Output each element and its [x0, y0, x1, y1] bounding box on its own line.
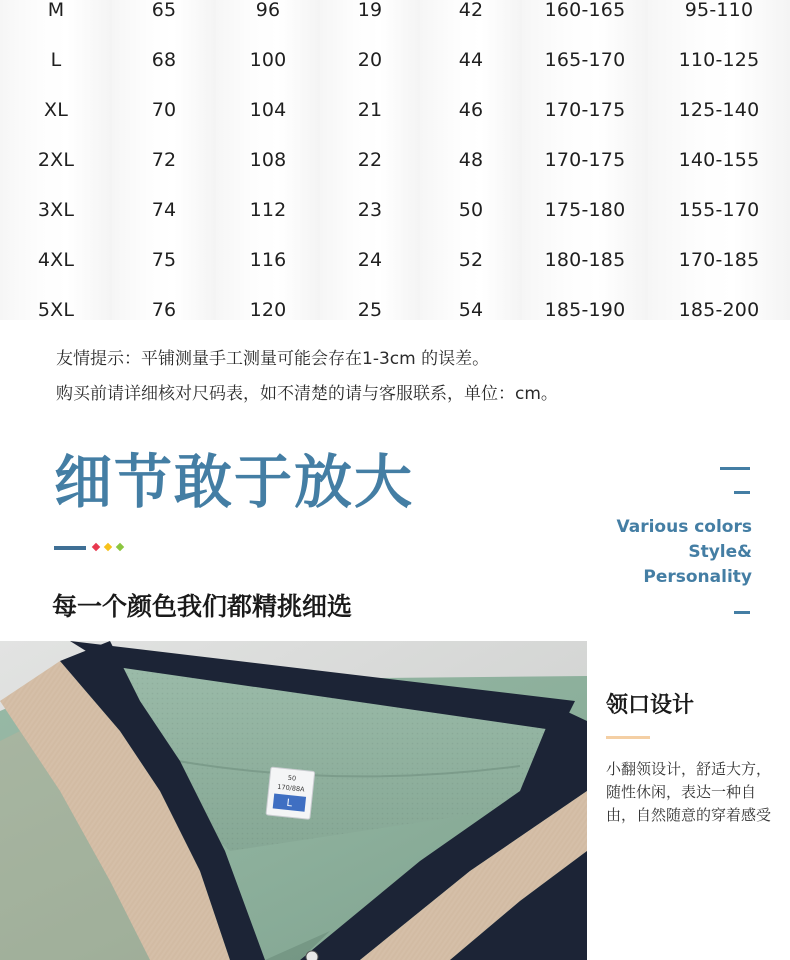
- tagline-line-2: Style&: [688, 542, 752, 562]
- section-title: 细节敢于放大: [54, 448, 415, 516]
- size-table-cell: 42: [458, 0, 484, 21]
- size-table-cell: 180-185: [544, 249, 626, 271]
- tagline: [617, 515, 753, 590]
- size-table-cell: 125-140: [678, 99, 760, 121]
- yellow-dot-icon: [104, 543, 112, 551]
- size-table-cell: 74: [151, 199, 177, 221]
- size-table-cell: 165-170: [544, 49, 626, 71]
- size-table-cell: 44: [458, 49, 484, 71]
- size-table-cell: 116: [249, 249, 287, 271]
- section-subtitle: 每一个颜色我们都精挑细选: [52, 592, 353, 621]
- size-table-cell: 100: [249, 49, 287, 71]
- size-tips: [56, 342, 756, 412]
- size-table-cell: 185-190: [544, 299, 626, 321]
- size-label-cell: 4XL: [37, 249, 75, 271]
- size-table-cell: 72: [151, 149, 177, 171]
- tip-line-contact: 购买前请详细核对尺码表，如不清楚的请与客服联系，单位：cm。: [56, 384, 558, 404]
- collar-closeup-image: [0, 641, 587, 960]
- size-table-cell: 65: [151, 0, 177, 21]
- size-table-cell: 185-200: [678, 299, 760, 321]
- label-line-1: 50: [287, 773, 297, 783]
- size-table-cell: 170-185: [678, 249, 760, 271]
- size-table-cell: 155-170: [678, 199, 760, 221]
- size-table-cell: 54: [458, 299, 484, 321]
- size-label-tag: [266, 767, 315, 819]
- size-table-cell: 104: [249, 99, 287, 121]
- size-table-cell: 75: [151, 249, 177, 271]
- size-table-column: [216, 0, 320, 320]
- size-table-cell: 23: [357, 199, 383, 221]
- size-table-cell: 170-175: [544, 149, 626, 171]
- red-dot-icon: [92, 543, 100, 551]
- size-table-cell: 19: [357, 0, 383, 21]
- size-table: [0, 0, 790, 320]
- collar-illustration: [0, 641, 587, 960]
- size-table-column: [648, 0, 790, 320]
- tagline-line-1: Various colors: [616, 517, 752, 537]
- detail-description: 小翻领设计，舒适大方，随性休闲，表达一种自由，自然随意的穿着感受: [606, 760, 772, 824]
- size-table-cell: 110-125: [678, 49, 760, 71]
- detail-title: 领口设计: [606, 693, 695, 718]
- tagline-line-3: Personality: [643, 567, 752, 587]
- size-table-cell: 46: [458, 99, 484, 121]
- green-dot-icon: [116, 543, 124, 551]
- label-line-2: 170/88A: [276, 782, 305, 794]
- size-table-cell: 50: [458, 199, 484, 221]
- size-table-cell: 70: [151, 99, 177, 121]
- size-table-cell: 112: [249, 199, 287, 221]
- size-table-cell: 68: [151, 49, 177, 71]
- size-table-cell: 76: [151, 299, 177, 321]
- size-table-cell: 21: [357, 99, 383, 121]
- size-table-cell: 175-180: [544, 199, 626, 221]
- size-table-cell: 160-165: [544, 0, 626, 21]
- size-table-column: [320, 0, 420, 320]
- title-underline: [54, 546, 86, 550]
- decor-dash-bottom: [734, 611, 750, 614]
- detail-title-underline: [606, 736, 650, 739]
- size-label-cell: M: [47, 0, 65, 21]
- size-label-cell: L: [50, 49, 62, 71]
- size-table-cell: 120: [249, 299, 287, 321]
- size-table-cell: 48: [458, 149, 484, 171]
- size-table-cell: 24: [357, 249, 383, 271]
- size-table-cell: 52: [458, 249, 484, 271]
- size-table-cell: 25: [357, 299, 383, 321]
- size-label-cell: 3XL: [37, 199, 75, 221]
- size-table-column: [420, 0, 522, 320]
- size-table-cell: 140-155: [678, 149, 760, 171]
- tip-line-measurement: 友情提示：平铺测量手工测量可能会存在1-3cm 的误差。: [56, 349, 490, 369]
- size-label-cell: 2XL: [37, 149, 75, 171]
- size-label-cell: 5XL: [37, 299, 75, 321]
- decor-dash-short: [734, 491, 750, 494]
- size-table-cell: 96: [255, 0, 281, 21]
- label-size: L: [285, 797, 293, 810]
- size-label-cell: XL: [43, 99, 68, 121]
- size-table-column: [522, 0, 648, 320]
- size-table-cell: 95-110: [684, 0, 754, 21]
- size-table-cell: 108: [249, 149, 287, 171]
- size-table-column: [112, 0, 216, 320]
- decor-dash-long: [720, 467, 750, 470]
- size-table-column: [0, 0, 112, 320]
- size-table-cell: 20: [357, 49, 383, 71]
- size-table-cell: 170-175: [544, 99, 626, 121]
- size-table-cell: 22: [357, 149, 383, 171]
